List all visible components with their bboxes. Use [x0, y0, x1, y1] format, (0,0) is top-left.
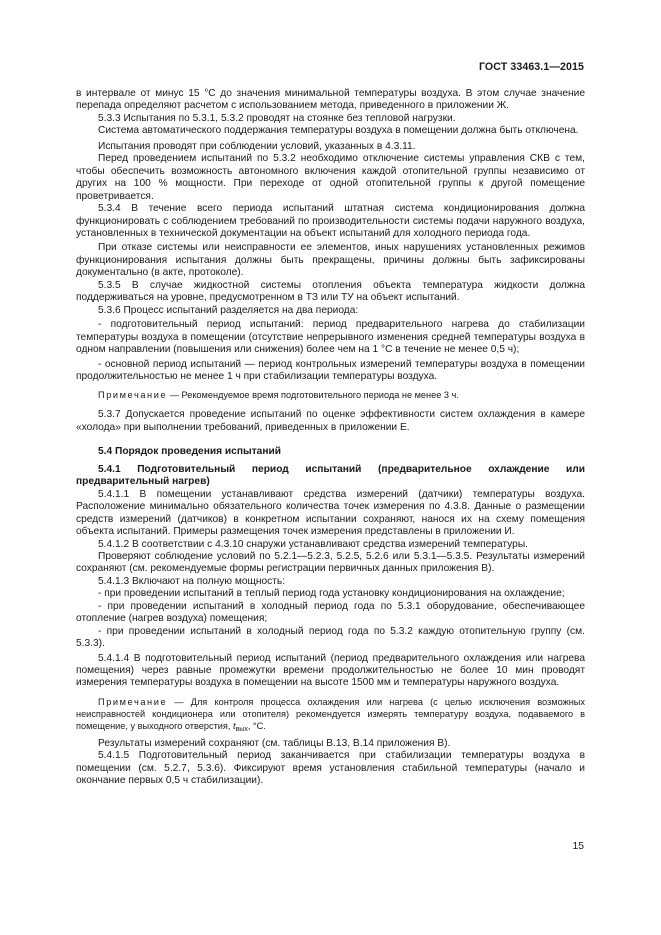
subsection-heading: 5.4.1 Подготовительный период испытаний (предварительное охлаждение или предварительный нагрев)	[76, 463, 585, 488]
paragraph: 5.4.1.4 В подготовительный период испытаний (период предварительного охлаждения или нагрева помещения) через равные промежутки времени продолжительностью не более 10 мин проводят измерения температуры воздуха в помещении на высоте 1500 мм и температуры наружного воздуха.	[76, 652, 585, 689]
paragraph: 5.4.1.3 Включают на полную мощность:	[98, 575, 286, 587]
paragraph: 5.4.1.1 В помещении устанавливают средства измерений (датчики) температуры воздуха. Расположение минимально обязательного количества точек измерения по 4.3.8. Данные о размещении средств измерений (датчиков) в конкретном испытании сохраняют, нанося их на схему помещения объекта испытаний. Примеры размещения точек измерения представлены в приложении И.	[76, 488, 585, 538]
paragraph: 5.3.4 В течение всего периода испытаний штатная система кондиционирования должна функционировать с соблюдением требований по производительности системы подачи наружного воздуха, установленных в технической документации на объект испытаний для холодного периода года.	[76, 203, 585, 239]
paragraph: 5.3.3 Испытания по 5.3.1, 5.3.2 проводят на стоянке без тепловой нагрузки.	[98, 112, 456, 124]
paragraph: - при проведении испытаний в холодный период года по 5.3.1 оборудование, обеспечивающее отопление (нагрев воздуха) помещения;	[76, 600, 585, 625]
paragraph: - при проведении испытаний в холодный период года по 5.3.2 каждую отопительную группу (см. 5.3.3).	[76, 625, 585, 650]
note-label: Примечание	[98, 390, 168, 401]
paragraph: Испытания проводят при соблюдении условий, указанных в 4.3.11.	[98, 140, 416, 152]
note-subscript: вых	[235, 725, 248, 733]
paragraph: 5.3.6 Процесс испытаний разделяется на два периода:	[98, 304, 359, 316]
paragraph: 5.4.1.5 Подготовительный период заканчивается при стабилизации температуры воздуха в помещении (см. 5.2.7, 5.3.6). Фиксируют время установления стабильной температуры (начало и окончание первых 0,5 ч стабилизации).	[76, 750, 585, 787]
paragraph: - подготовительный период испытаний: период предварительного нагрева до стабилизации температуры воздуха в помещении (отсутствие непрерывного изменения средней температуры воздуха в одном направлении (повышения или снижения) более чем на 1 °С в течение не менее 0,5 ч);	[76, 319, 585, 356]
paragraph: При отказе системы или неисправности ее элементов, иных нарушениях установленных режимов функционирования испытания должны быть прекращены, причины должны быть зафиксированы документально (в акте, протоколе).	[76, 242, 585, 279]
paragraph: 5.3.7 Допускается проведение испытаний по оценке эффективности систем охлаждения в камере «холода» при выполнении требований, приведенных в приложении Е.	[76, 409, 585, 433]
paragraph: 5.3.5 В случае жидкостной системы отопления объекта температура жидкости должна поддерживаться на уровне, предусмотренном в ТЗ или ТУ на объект испытаний.	[76, 279, 585, 304]
note	[76, 696, 585, 732]
note-unit: , °С.	[247, 720, 266, 731]
paragraph: Система автоматического поддержания температуры воздуха в помещении должна быть отключена.	[98, 125, 579, 137]
paragraph: в интервале от минус 15 °С до значения минимальной температуры воздуха. В этом случае значение перепада определяют расчетом с использованием метода, приведенного в приложении Ж.	[76, 88, 585, 112]
paragraph: - при проведении испытаний в теплый период года установку кондиционирования на охлаждение;	[98, 588, 565, 600]
note-label: Примечание	[98, 696, 168, 707]
paragraph: Перед проведением испытаний по 5.3.2 необходимо отключение системы управления СКВ с тем, чтобы обеспечить возможность автономного включения каждой отопительной группы независимо от других на 100 % мощности. При переходе от одной отопительной группы к другой помещение проветривается.	[76, 153, 585, 202]
page-number: 15	[572, 841, 584, 852]
document-header: ГОСТ 33463.1—2015	[478, 61, 584, 73]
paragraph: - основной период испытаний — период контрольных измерений температуры воздуха в помещении продолжительностью не менее 1 ч при стабилизации температуры воздуха.	[76, 358, 585, 382]
paragraph: 5.4.1.2 В соответствии с 4.3.10 снаружи устанавливают средства измерений температуры.	[98, 538, 528, 550]
note-text: — Для контроля процесса охлаждения или нагрева (с целью исключения возможных неисправностей кондиционера или отопителя) рекомендуется измерять температуру воздуха, подаваемого в помещение, у выходного отверстия,	[76, 696, 585, 731]
note-symbol: t	[233, 720, 236, 731]
paragraph: Результаты измерений сохраняют (см. таблицы В.13, В.14 приложения В).	[98, 737, 451, 749]
section-heading: 5.4 Порядок проведения испытаний	[98, 446, 282, 458]
paragraph: Проверяют соблюдение условий по 5.2.1—5.2.3, 5.2.5, 5.2.6 или 5.3.1—5.3.5. Результаты измерений сохраняют (см. рекомендуемые формы регистрации первичных данных приложения В).	[76, 550, 585, 575]
note-text: — Рекомендуемое время подготовительного периода не менее 3 ч.	[167, 390, 459, 401]
document-body	[76, 88, 585, 788]
note	[76, 389, 585, 401]
